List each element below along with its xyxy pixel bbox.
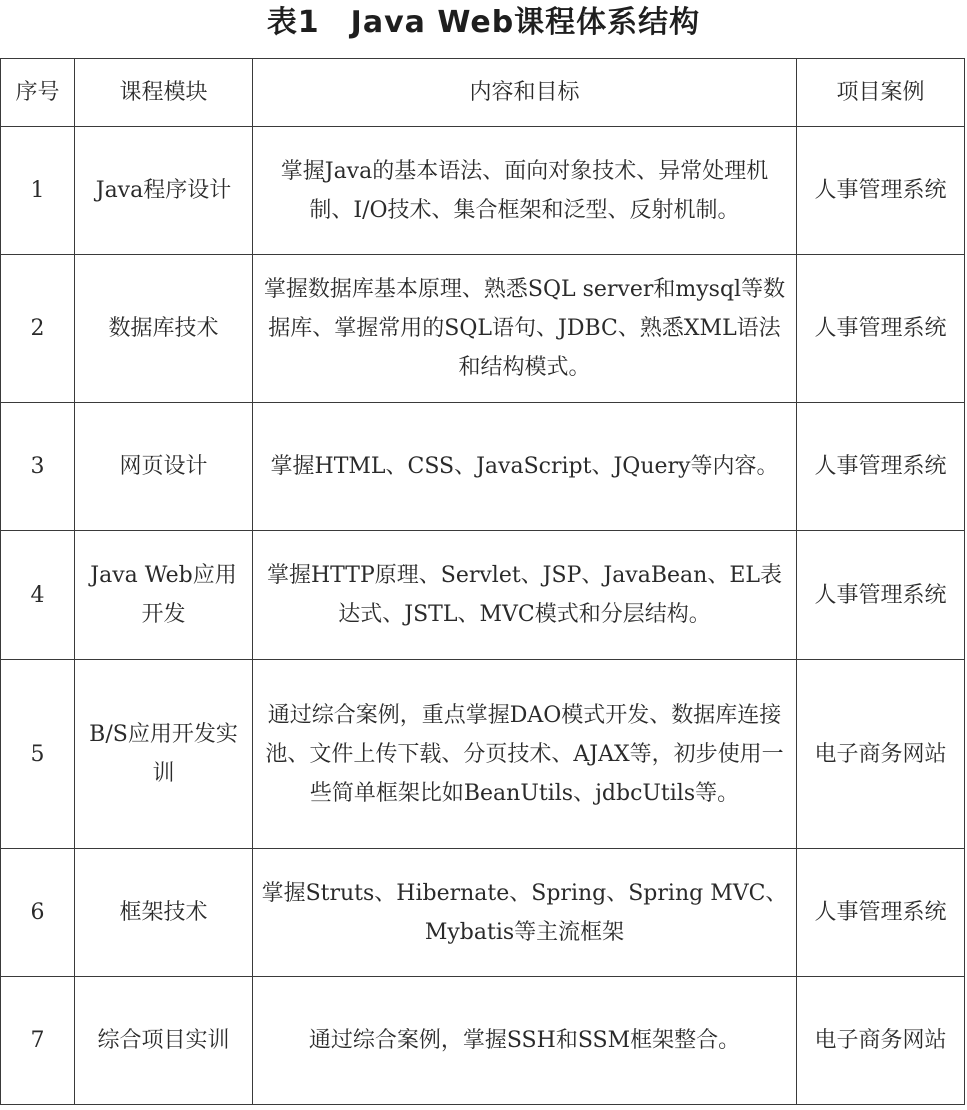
header-content: 内容和目标 xyxy=(253,59,797,127)
cell-case: 人事管理系统 xyxy=(797,531,965,660)
cell-module: 综合项目实训 xyxy=(75,977,253,1105)
table-caption: 表1 Java Web课程体系结构 xyxy=(266,5,701,40)
course-structure-table xyxy=(0,58,965,1105)
cell-no: 5 xyxy=(1,660,75,849)
table-row xyxy=(1,403,965,531)
header-module: 课程模块 xyxy=(75,59,253,127)
cell-case: 电子商务网站 xyxy=(797,660,965,849)
cell-content: 掌握数据库基本原理、熟悉SQL server和mysql等数据库、掌握常用的SQL语句、JDBC、熟悉XML语法和结构模式。 xyxy=(253,255,797,403)
table-row xyxy=(1,660,965,849)
cell-case: 人事管理系统 xyxy=(797,403,965,531)
cell-content: 掌握Struts、Hibernate、Spring、Spring MVC、Mybatis等主流框架 xyxy=(253,849,797,977)
table-row xyxy=(1,255,965,403)
table-row xyxy=(1,531,965,660)
cell-content: 掌握HTML、CSS、JavaScript、JQuery等内容。 xyxy=(253,403,797,531)
table-row xyxy=(1,977,965,1105)
cell-no: 7 xyxy=(1,977,75,1105)
header-no: 序号 xyxy=(1,59,75,127)
cell-case: 电子商务网站 xyxy=(797,977,965,1105)
header-case: 项目案例 xyxy=(797,59,965,127)
cell-no: 2 xyxy=(1,255,75,403)
cell-content: 掌握HTTP原理、Servlet、JSP、JavaBean、EL表达式、JSTL、MVC模式和分层结构。 xyxy=(253,531,797,660)
table-header-row xyxy=(1,59,965,127)
cell-module: Java Web应用开发 xyxy=(75,531,253,660)
table-row xyxy=(1,127,965,255)
cell-module: Java程序设计 xyxy=(75,127,253,255)
cell-case: 人事管理系统 xyxy=(797,849,965,977)
cell-content: 通过综合案例，掌握SSH和SSM框架整合。 xyxy=(253,977,797,1105)
cell-no: 4 xyxy=(1,531,75,660)
cell-no: 1 xyxy=(1,127,75,255)
cell-module: 网页设计 xyxy=(75,403,253,531)
cell-module: 数据库技术 xyxy=(75,255,253,403)
cell-content: 掌握Java的基本语法、面向对象技术、异常处理机制、I/O技术、集合框架和泛型、反射机制。 xyxy=(253,127,797,255)
cell-no: 6 xyxy=(1,849,75,977)
cell-case: 人事管理系统 xyxy=(797,127,965,255)
cell-case: 人事管理系统 xyxy=(797,255,965,403)
cell-no: 3 xyxy=(1,403,75,531)
table-row xyxy=(1,849,965,977)
cell-content: 通过综合案例，重点掌握DAO模式开发、数据库连接池、文件上传下载、分页技术、AJAX等，初步使用一些简单框架比如BeanUtils、jdbcUtils等。 xyxy=(253,660,797,849)
cell-module: B/S应用开发实训 xyxy=(75,660,253,849)
cell-module: 框架技术 xyxy=(75,849,253,977)
